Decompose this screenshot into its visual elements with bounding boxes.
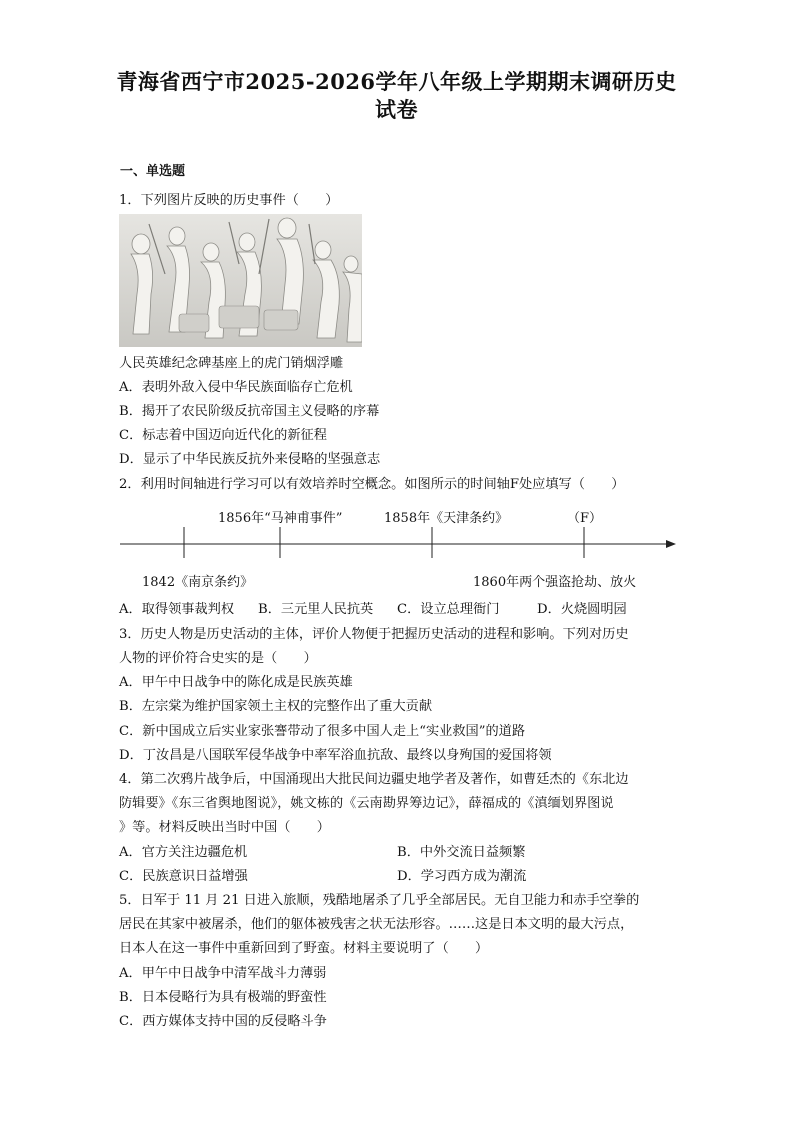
question-1-option-b[interactable]: B．揭开了农民阶级反抗帝国主义侵略的序幕	[119, 404, 380, 419]
question-2-option-d[interactable]: D．火烧圆明园	[537, 602, 627, 617]
question-4-option-b[interactable]: B．中外交流日益频繁	[397, 845, 526, 860]
question-5-option-c[interactable]: C．西方媒体支持中国的反侵略斗争	[119, 1014, 327, 1029]
question-1-option-a[interactable]: A．表明外敌入侵中华民族面临存亡危机	[119, 380, 353, 395]
question-3-option-c[interactable]: C．新中国成立后实业家张謇带动了很多中国人走上“实业救国”的道路	[119, 724, 526, 739]
question-1-stem: 1．下列图片反映的历史事件（ ）	[119, 193, 339, 208]
question-1-option-d[interactable]: D．显示了中华民族反抗外来侵略的坚强意志	[119, 452, 381, 467]
timeline-label-f: （F）	[567, 511, 603, 526]
page-title-continued: 试卷	[375, 97, 418, 122]
question-3-option-b[interactable]: B．左宗棠为维护国家领土主权的完整作出了重大贡献	[119, 699, 433, 714]
question-2-option-b[interactable]: B．三元里人民抗英	[258, 602, 374, 617]
timeline-label-1856: 1856年“马神甫事件”	[218, 511, 343, 526]
question-1-caption: 人民英雄纪念碑基座上的虎门销烟浮雕	[119, 356, 344, 371]
question-4-option-d[interactable]: D．学习西方成为潮流	[397, 869, 527, 884]
page-title: 青海省西宁市2025-2026学年八年级上学期期末调研历史	[116, 69, 677, 94]
timeline-label-1860: 1860年两个强盗抢劫、放火	[473, 575, 637, 590]
timeline-label-1858: 1858年《天津条约》	[384, 511, 509, 526]
question-5-stem-continued: 居民在其家中被屠杀，他们的躯体被残害之状无法形容。……这是日本文明的最大污点，	[119, 917, 634, 932]
question-4-stem: 4．第二次鸦片战争后，中国涌现出大批民间边疆史地学者及著作，如曹廷杰的《东北边	[119, 772, 629, 787]
question-2-option-c[interactable]: C．设立总理衙门	[397, 602, 500, 617]
question-3-option-a[interactable]: A．甲午中日战争中的陈化成是民族英雄	[119, 675, 353, 690]
question-4-option-a[interactable]: A．官方关注边疆危机	[119, 845, 248, 860]
question-3-stem-continued: 人物的评价符合史实的是（ ）	[119, 651, 317, 666]
timeline-figure	[0, 500, 793, 595]
question-2-option-a[interactable]: A．取得领事裁判权	[119, 602, 235, 617]
timeline-label-1842: 1842《南京条约》	[142, 575, 254, 590]
question-5-option-b[interactable]: B．日本侵略行为具有极端的野蛮性	[119, 990, 327, 1005]
section-heading: 一、单选题	[120, 164, 186, 179]
question-3-stem: 3．历史人物是历史活动的主体，评价人物便于把握历史活动的进程和影响。下列对历史	[119, 627, 629, 642]
question-2-stem: 2．利用时间轴进行学习可以有效培养时空概念。如图所示的时间轴F处应填写（ ）	[119, 477, 625, 492]
question-5-stem: 5．日军于 11 月 21 日进入旅顺，残酷地屠杀了几乎全部居民。无自卫能力和赤手空拳的	[119, 893, 640, 908]
arrow-icon	[666, 540, 676, 548]
question-5-stem-end: 日本人在这一事件中重新回到了野蛮。材料主要说明了（ ）	[119, 941, 489, 956]
question-1-option-c[interactable]: C．标志着中国迈向近代化的新征程	[119, 428, 327, 443]
relief-illustration	[119, 214, 362, 347]
question-4-stem-end: 》等。材料反映出当时中国（ ）	[119, 820, 330, 835]
question-4-stem-continued: 防辑要》《东三省舆地图说》，姚文栋的《云南勘界筹边记》，薛福成的《滇缅划界图说	[119, 796, 614, 811]
question-5-option-a[interactable]: A．甲午中日战争中清军战斗力薄弱	[119, 966, 327, 981]
question-4-option-c[interactable]: C．民族意识日益增强	[119, 869, 248, 884]
question-3-option-d[interactable]: D．丁汝昌是八国联军侵华战争中率军浴血抗敌、最终以身殉国的爱国将领	[119, 748, 552, 763]
humen-relief-image	[119, 214, 362, 347]
